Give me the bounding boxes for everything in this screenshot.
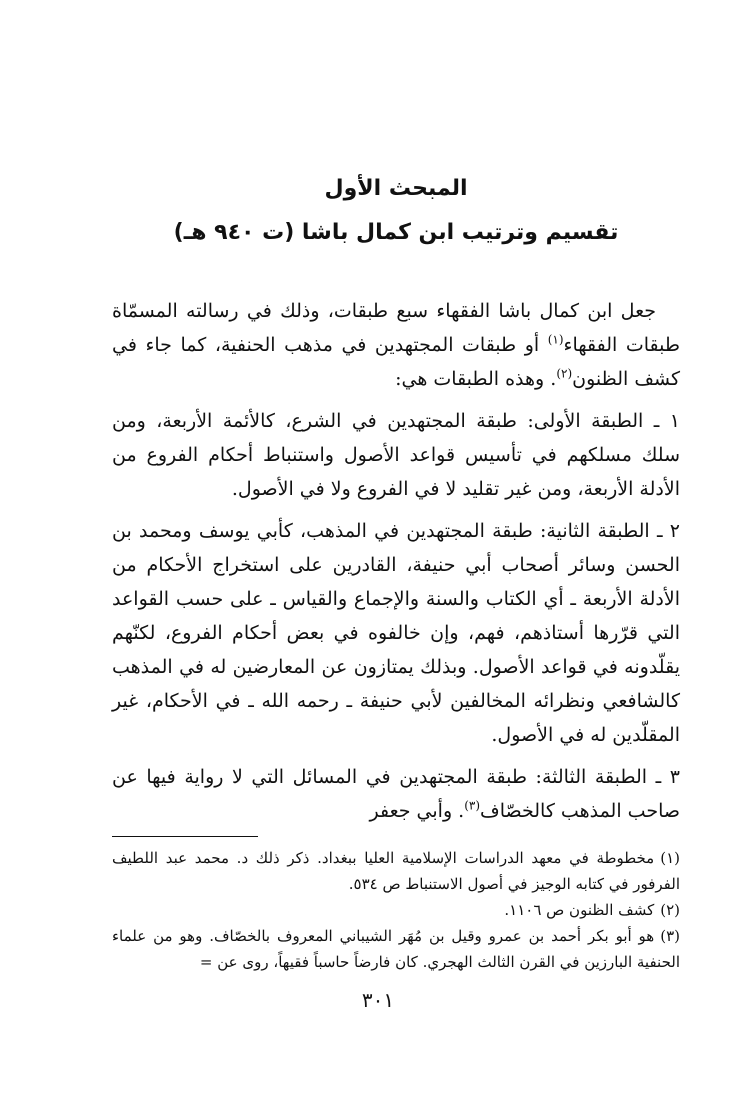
intro-text-2: أو طبقات المجتهدين في مذهب الحنفية، كما جاء في كشف الظنون	[112, 334, 680, 390]
intro-paragraph	[112, 294, 680, 396]
footnote-divider	[112, 836, 258, 837]
footnote-label: (١)	[660, 849, 680, 867]
footnote-text: مخطوطة في معهد الدراسات الإسلامية العليا ببغداد. ذكر ذلك د. محمد عبد اللطيف الفرفور في كتابه الوجيز في أصول الاستنباط ص ٥٣٤.	[112, 849, 680, 893]
item-text: الطبقة الثالثة: طبقة المجتهدين في المسائل التي لا رواية فيها عن صاحب المذهب كالخصّاف	[112, 766, 680, 822]
item-text: الطبقة الثانية: طبقة المجتهدين في المذهب، كأبي يوسف ومحمد بن الحسن وسائر أصحاب أبي حنيفة، القادرين على استخراج الأحكام من الأدلة الأربعة ـ أي الكتاب والسنة والإجماع والقياس ـ على حسب القواعد التي قرّرها أستاذهم، فهم، وإن خالفوه في بعض أحكام الفروع، لكنّهم يقلّدونه في قواعد الأصول. وبذلك يمتازون عن المعارضين له في المذهب كالشافعي ونظرائه المخالفين لأبي حنيفة ـ رحمه الله ـ في الأحكام، غير المقلّدين له في الأصول.	[112, 520, 680, 746]
item-number: ١ ـ	[653, 410, 680, 432]
page-number: ٣٠١	[361, 988, 395, 1012]
footnote	[112, 923, 680, 975]
footnote-text: كشف الظنون ص ١١٠٦.	[504, 901, 655, 919]
list-item	[112, 514, 680, 752]
footnote	[112, 845, 680, 897]
list-item	[112, 404, 680, 506]
item-text-continued: . وأبي جعفر	[369, 800, 465, 822]
footnote-ref-3[interactable]: (٣)	[464, 798, 481, 813]
item-number: ٢ ـ	[656, 520, 681, 542]
item-text: الطبقة الأولى: طبقة المجتهدين في الشرع، كالأئمة الأربعة، ومن سلك مسلكهم في تأسيس قواعد الأصول واستنباط أحكام الفروع من الأدلة الأربعة، ومن غير تقليد لا في الفروع ولا في الأصول.	[112, 410, 680, 500]
footnote-text: هو أبو بكر أحمد بن عمرو وقيل بن مُهَر الشيباني المعروف بالخصّاف. وهو من علماء الحنفية البارزين في القرن الثالث الهجري. كان فارضاً حاسباً فقيهاً، روى عن =	[112, 927, 680, 971]
list-item	[112, 760, 680, 828]
footnote-ref-2[interactable]: (٢)	[556, 366, 573, 381]
footnote-label: (٢)	[660, 901, 680, 919]
footnote-label: (٣)	[660, 927, 680, 945]
section-title: المبحث الأول	[324, 176, 468, 201]
section-subtitle: تقسيم وترتيب ابن كمال باشا (ت ٩٤٠ هـ)	[173, 220, 619, 245]
footnote-ref-1[interactable]: (١)	[547, 332, 564, 347]
footnotes	[112, 845, 680, 975]
body-text	[112, 294, 680, 828]
footnote	[112, 897, 680, 923]
page-content	[112, 172, 680, 975]
intro-text-1: جعل ابن كمال باشا الفقهاء سبع طبقات، وذلك في رسالته المسمّاة طبقات الفقهاء	[112, 300, 680, 356]
intro-text-3: . وهذه الطبقات هي:	[395, 368, 557, 390]
item-number: ٣ ـ	[655, 766, 680, 788]
